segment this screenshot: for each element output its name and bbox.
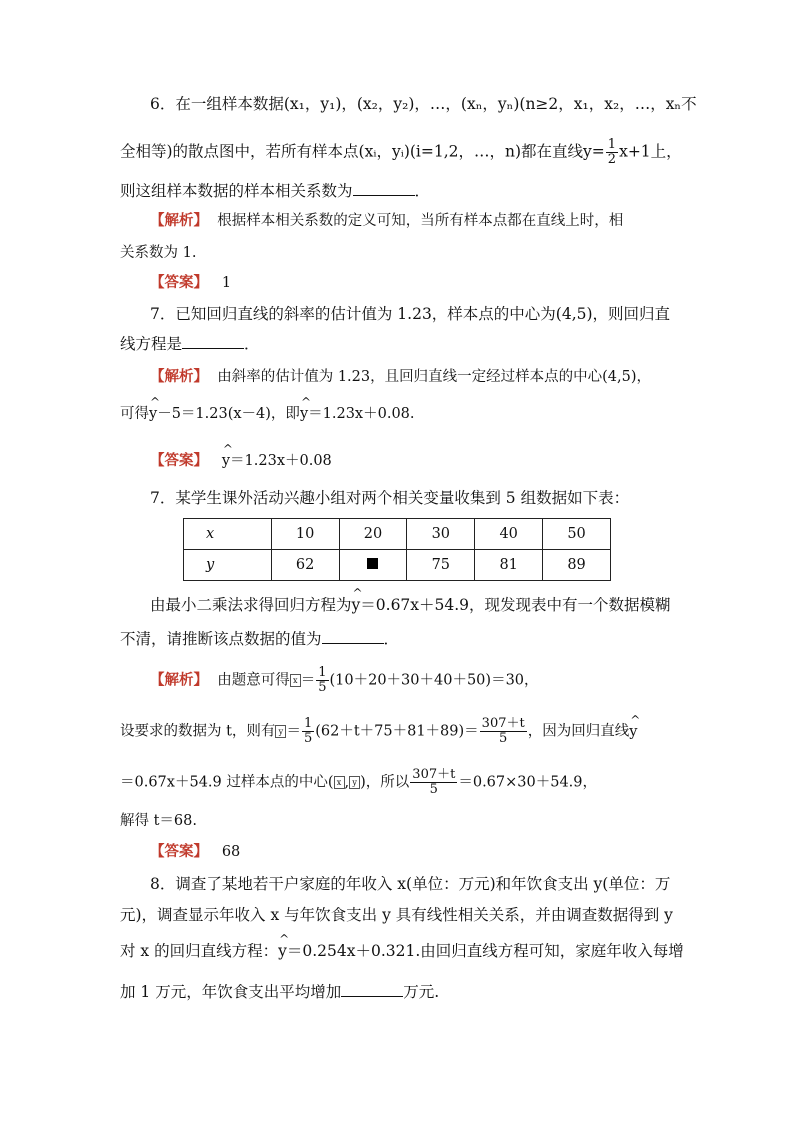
fraction-one-fifth: $\frac{1}{5}$ — [303, 716, 313, 746]
q8-line-4-text: 加 1 万元，年饮食支出平均增加 — [120, 983, 342, 1001]
q7b-line-2b: ＝0.67x＋54.9，现发现表中有一个数据模糊 — [360, 596, 671, 614]
q7b-line-2 — [150, 594, 671, 616]
q8-line-3b: ＝0.254x＋0.321.由回归直线方程可知，家庭年收入每增 — [286, 942, 684, 960]
q7a-jiexi-2c: ＝1.23x＋0.08. — [308, 406, 415, 422]
q7b-blank — [322, 629, 384, 644]
q6-line-2 — [120, 138, 682, 167]
q7a-jiexi-tag: 【解析】 — [150, 369, 208, 385]
data-table — [183, 518, 611, 581]
q7b-line-3 — [120, 628, 399, 650]
q7b-jiexi-2c: ，因为回归直线 — [527, 723, 630, 740]
table-cell: 50 — [543, 519, 611, 550]
q7a-line-2-text: 线方程是 — [120, 335, 183, 353]
y-bar-image-icon: y — [349, 776, 360, 789]
q7b-jiexi-2: 设要求的数据为 t，则有 y ＝ $\frac{1}{5}$ (62＋t＋75＋81＋89)＝ $\frac{307+t}{5}$ ，因为回归直线^ y — [120, 717, 637, 746]
q8-blank — [341, 982, 403, 997]
q7a-answer-tag: 【答案】 — [150, 453, 208, 469]
y-hat-symbol: ^ y — [278, 940, 287, 962]
q7b-jiexi-1a: 由题意可得 — [217, 672, 290, 689]
q7b-jiexi-tag: 【解析】 — [150, 672, 208, 689]
table-cell-blurred — [339, 550, 407, 581]
q6-jiexi-2: 关系数为 1. — [120, 245, 197, 261]
x-bar-image-icon: x — [290, 674, 301, 687]
q7a-jiexi-2 — [120, 403, 415, 425]
table-row-x — [184, 519, 611, 550]
q7a-jiexi-1 — [150, 366, 651, 388]
q7b-jiexi-3b: )，所以 — [360, 774, 410, 791]
table-cell: 10 — [271, 519, 339, 550]
q7a-jiexi-2b: －5＝1.23(x－4)，即 — [157, 406, 300, 422]
q8-line-3a: 对 x 的回归直线方程： — [120, 942, 279, 960]
q7b-line-1: 7．某学生课外活动兴趣小组对两个相关变量收集到 5 组数据如下表： — [150, 489, 630, 507]
q7b-jiexi-3: ＝0.67x＋54.9 过样本点的中心( x , y )，所以 $\frac{307+t}{5}$ ＝0.67×30＋54.9， — [120, 767, 598, 797]
q7a-answer-value: ＝1.23x＋0.08 — [230, 453, 332, 469]
q6-line-3-text: 则这组样本数据的样本相关系数为 — [120, 182, 353, 200]
table-row-y — [184, 550, 611, 581]
q7a-line-2 — [120, 333, 260, 355]
q7b-jiexi-2a: 设要求的数据为 t，则有 — [120, 723, 276, 740]
black-square-icon — [367, 558, 378, 569]
q8-line-4-end: 万元. — [403, 983, 440, 1001]
fraction-one-fifth: $\frac{1}{5}$ — [318, 665, 327, 695]
y-hat-symbol: ^ y — [222, 450, 230, 472]
q7a-blank — [182, 334, 244, 349]
q7b-jiexi-3c: ＝0.67×30＋54.9， — [458, 774, 598, 791]
q6-answer-value: 1 — [221, 275, 232, 291]
table-cell: 30 — [407, 519, 475, 550]
q7b-answer-value: 68 — [221, 844, 241, 860]
q7a-answer — [150, 450, 332, 472]
y-hat-symbol: ^ y — [149, 403, 157, 425]
q6-line-3 — [120, 180, 430, 202]
table-cell: 20 — [339, 519, 407, 550]
q6-answer-tag: 【答案】 — [150, 275, 208, 291]
q8-line-4 — [120, 981, 439, 1003]
q7b-jiexi-2b: (62＋t＋75＋81＋89)＝ — [315, 723, 479, 740]
q6-line-2b: x+1上， — [619, 142, 682, 161]
table-cell-y-label: y — [184, 550, 272, 581]
table-cell: 62 — [271, 550, 339, 581]
q7b-answer — [150, 841, 240, 863]
q6-jiexi-1-text: 根据样本相关系数的定义可知，当所有样本点都在直线上时，相 — [217, 213, 624, 229]
q7a-jiexi-2a: 可得 — [120, 406, 149, 422]
q7b-jiexi-3a: ＝0.67x＋54.9 过样本点的中心( — [120, 774, 334, 791]
q6-blank — [353, 181, 415, 196]
y-hat-symbol: ^ y — [300, 403, 308, 425]
y-hat-symbol: ^ y — [629, 721, 637, 743]
q6-jiexi-tag: 【解析】 — [150, 213, 208, 229]
table-cell: 89 — [543, 550, 611, 581]
q7b-jiexi-1b: (10＋20＋30＋40＋50)＝30， — [329, 672, 539, 689]
q6-line-3-end: ． — [414, 182, 431, 200]
y-bar-image-icon: y — [275, 725, 286, 738]
q6-fraction: $\frac{1}{2}$ — [607, 137, 617, 167]
q7b-line-2a: 由最小二乘法求得回归方程为 — [150, 596, 352, 614]
q8-line-3 — [120, 940, 684, 962]
q7b-jiexi-4: 解得 t＝68. — [120, 813, 197, 829]
q7b-line-3-end: ． — [383, 630, 400, 648]
q7b-answer-tag: 【答案】 — [150, 844, 208, 860]
q6-answer — [150, 272, 231, 294]
q7a-line-1: 7．已知回归直线的斜率的估计值为 1.23，样本点的中心为(4,5)，则回归直 — [150, 305, 671, 323]
q7b-jiexi-1: 【解析】 由题意可得 x ＝ $\frac{1}{5}$ (10＋20＋30＋40＋50)＝30， — [150, 665, 539, 695]
q8-line-2: 元)，调查显示年收入 x 与年饮食支出 y 具有线性相关关系，并由调查数据得到 y — [120, 906, 673, 924]
q7a-jiexi-1-text: 由斜率的估计值为 1.23，且回归直线一定经过样本点的中心(4,5)， — [217, 369, 651, 385]
q6-line-1: 6．在一组样本数据(x₁，y₁)，(x₂，y₂)，…，(xₙ，yₙ)(n≥2，x₁，x₂，…，xₙ不 — [150, 95, 697, 113]
q7b-line-3-text: 不清，请推断该点数据的值为 — [120, 630, 322, 648]
fraction-307-plus-t: $\frac{307+t}{5}$ — [481, 716, 525, 746]
table-cell: 81 — [475, 550, 543, 581]
q6-line-2a: 全相等)的散点图中，若所有样本点(xᵢ，yᵢ)(i=1,2，…，n)都在直线y= — [120, 142, 605, 161]
q6-jiexi-1 — [150, 210, 623, 232]
table-cell: 40 — [475, 519, 543, 550]
x-bar-image-icon: x — [334, 776, 345, 789]
y-hat-symbol: ^ y — [352, 594, 361, 616]
q7a-line-2-end: ． — [244, 335, 260, 353]
q8-line-1: 8．调查了某地若干户家庭的年收入 x(单位：万元)和年饮食支出 y(单位：万 — [150, 875, 671, 893]
fraction-307-plus-t: $\frac{307+t}{5}$ — [412, 767, 456, 797]
table-cell: 75 — [407, 550, 475, 581]
table-cell-x-label: x — [184, 519, 272, 550]
